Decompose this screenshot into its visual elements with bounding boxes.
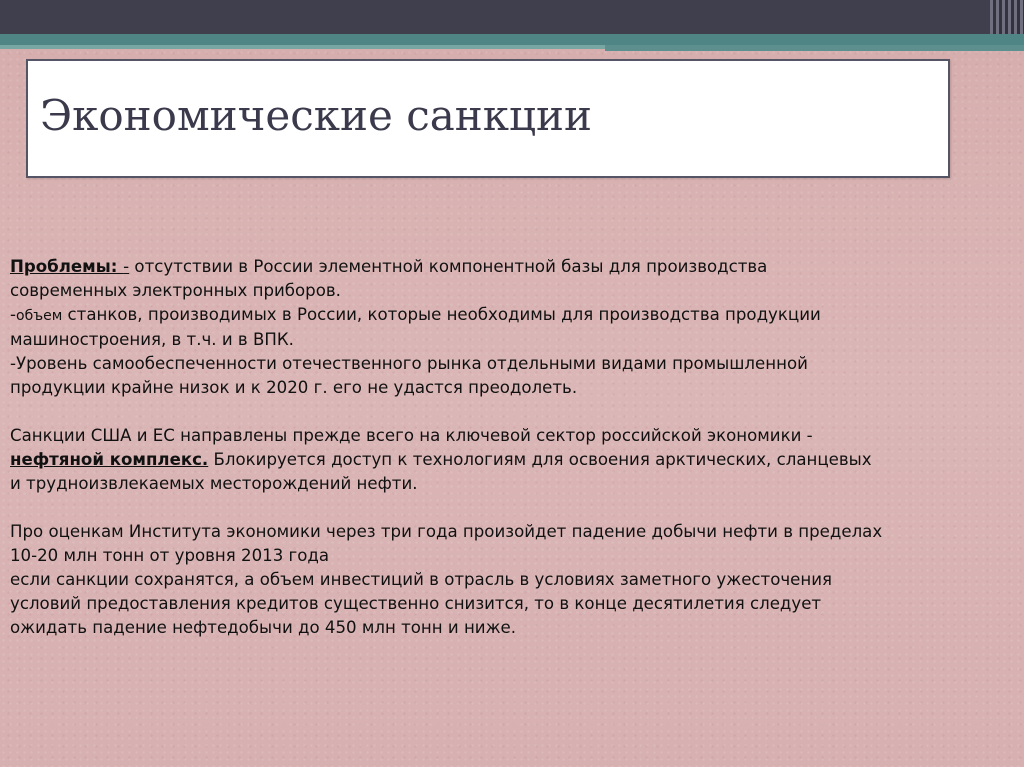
- teal-strip-light: [0, 45, 605, 49]
- problems-line-3-text: станков, производимых в России, которые необходимы для производства продукции: [62, 305, 821, 324]
- sanctions-line-2: [10, 448, 1024, 472]
- sanctions-line-2-text: Блокируется доступ к технологиям для освоения арктических, сланцевых: [208, 450, 872, 469]
- oil-complex-label: нефтяной комплекс.: [10, 450, 209, 469]
- corner-stripes: [990, 0, 1024, 34]
- problems-line-2: современных электронных приборов.: [10, 281, 341, 300]
- top-decorative-bar: [0, 0, 1024, 34]
- forecast-line-3: если санкции сохранятся, а объем инвестиций в отрасль в условиях заметного ужесточения: [10, 570, 832, 589]
- problems-line-5: -Уровень самообеспеченности отечественного рынка отдельными видами промышленной: [10, 354, 808, 373]
- problems-line-3-prefix: -: [10, 305, 16, 324]
- problems-line-4: машиностроения, в т.ч. и в ВПК.: [10, 330, 294, 349]
- paragraph-gap: [10, 496, 1024, 520]
- teal-strip-right: [605, 45, 1024, 51]
- slide-title: Экономические санкции: [40, 91, 593, 140]
- problems-line-3-small: объем: [16, 308, 63, 324]
- title-box: [26, 59, 950, 178]
- problems-dash: -: [123, 257, 130, 276]
- teal-strip: [0, 34, 1024, 45]
- slide-body: [10, 255, 1024, 640]
- forecast-line-1: Про оценкам Института экономики через три года произойдет падение добычи нефти в пределах: [10, 522, 883, 541]
- problems-label: Проблемы:: [10, 257, 124, 276]
- forecast-line-4: условий предоставления кредитов существенно снизится, то в конце десятилетия следует: [10, 594, 822, 613]
- forecast-line-5: ожидать падение нефтедобычи до 450 млн тонн и ниже.: [10, 618, 517, 637]
- problems-line-1-text: отсутствии в России элементной компонентной базы для производства: [129, 257, 768, 276]
- problems-line-6: продукции крайне низок и к 2020 г. его не удастся преодолеть.: [10, 378, 578, 397]
- sanctions-line-1: Санкции США и ЕС направлены прежде всего на ключевой сектор российской экономики -: [10, 426, 813, 445]
- forecast-line-2: 10-20 млн тонн от уровня 2013 года: [10, 546, 330, 565]
- problems-line-3: [10, 303, 1024, 328]
- problems-line-1: [10, 255, 1024, 279]
- sanctions-line-3: и трудноизвлекаемых месторождений нефти.: [10, 474, 418, 493]
- paragraph-gap: [10, 400, 1024, 424]
